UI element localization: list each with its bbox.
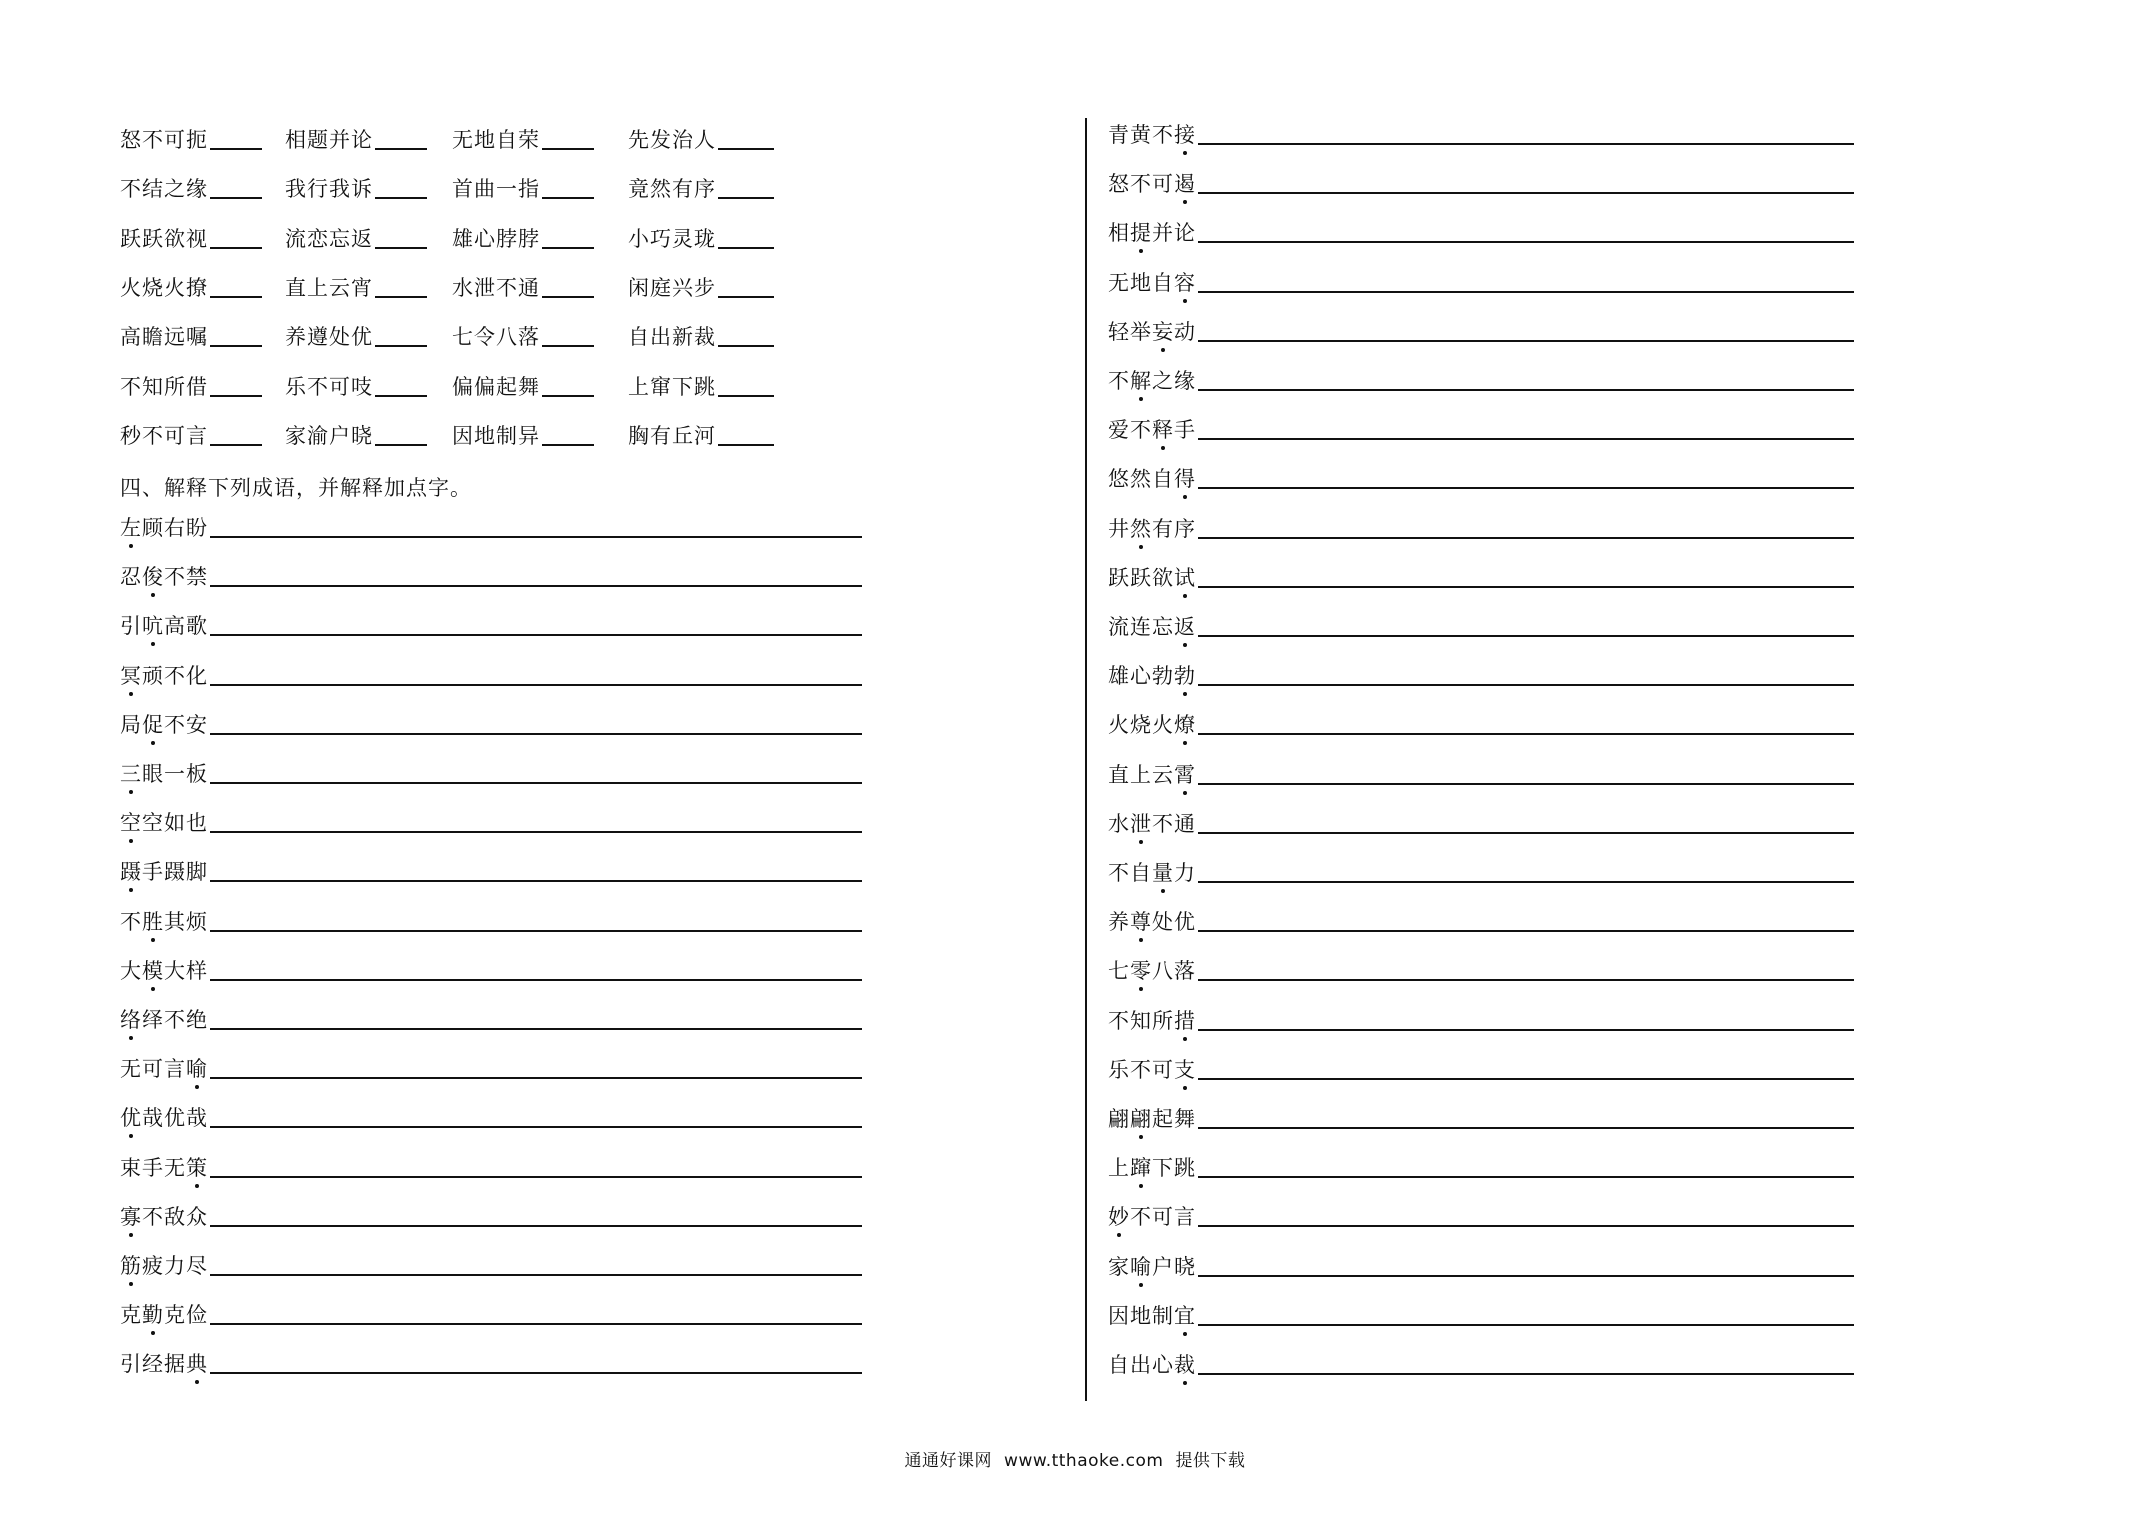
answer-line[interactable]: [1198, 783, 1854, 785]
fill-item-text: 高瞻远嘱: [120, 325, 208, 350]
emphasis-dot-icon: [1161, 348, 1165, 352]
fill-blank[interactable]: [718, 395, 774, 397]
emphasis-dot-icon: [1161, 889, 1165, 893]
idiom-label: 不知所措: [1108, 1011, 1196, 1032]
idiom-label: 忍俊不禁: [120, 567, 208, 588]
fill-blank[interactable]: [718, 197, 774, 199]
idiom-label: 不解之缘: [1108, 371, 1196, 392]
fill-item-text: 闲庭兴步: [628, 275, 716, 300]
emphasis-dot-icon: [1139, 987, 1143, 991]
answer-line[interactable]: [210, 831, 862, 833]
fill-item-text: 上窜下跳: [628, 374, 716, 399]
emphasis-dot-icon: [1183, 1086, 1187, 1090]
answer-line[interactable]: [210, 536, 862, 538]
left-idiom-row: [120, 712, 862, 737]
fill-item: [120, 374, 262, 399]
answer-line[interactable]: [210, 1225, 862, 1227]
emphasis-dot-icon: [151, 987, 155, 991]
emphasis-dot-icon: [195, 1085, 199, 1089]
answer-line[interactable]: [210, 880, 862, 882]
emphasis-dot-icon: [151, 741, 155, 745]
fill-item: [285, 226, 427, 251]
emphasis-dot-icon: [129, 888, 133, 892]
right-idiom-row: [1108, 715, 1854, 736]
answer-line[interactable]: [1198, 881, 1854, 883]
emphasis-dot-icon: [1139, 1135, 1143, 1139]
emphasis-dot-icon: [1161, 446, 1165, 450]
fill-item: [452, 423, 594, 448]
idiom-label: 翩翩起舞: [1108, 1109, 1196, 1130]
idiom-label: 络绎不绝: [120, 1010, 208, 1031]
emphasis-dot-icon: [1183, 200, 1187, 204]
fill-item-text: 乐不可吱: [285, 374, 373, 399]
fill-blank[interactable]: [210, 444, 262, 446]
left-idiom-row: [120, 518, 862, 539]
answer-line[interactable]: [1198, 389, 1854, 391]
fill-item-text: 竟然有序: [628, 177, 716, 202]
idiom-label: 不胜其烦: [120, 912, 208, 933]
fill-blank[interactable]: [542, 444, 594, 446]
answer-line[interactable]: [210, 1028, 862, 1030]
idiom-label: 蹑手蹑脚: [120, 862, 208, 883]
fill-blank[interactable]: [542, 296, 594, 298]
fill-blank[interactable]: [542, 247, 594, 249]
section-heading: 四、解释下列成语，并解释加点字。: [120, 476, 472, 500]
footer-site-name: 通通好课网: [904, 1451, 993, 1471]
right-idiom-row: [1108, 420, 1854, 441]
answer-line[interactable]: [1198, 979, 1854, 981]
idiom-label: 流连忘返: [1108, 617, 1196, 638]
fill-item: [628, 179, 774, 200]
idiom-label: 七零八落: [1108, 961, 1196, 982]
fill-item: [452, 130, 594, 151]
idiom-label: 克勤克俭: [120, 1305, 208, 1326]
fill-item-text: 跃跃欲视: [120, 226, 208, 251]
column-divider: [1085, 118, 1087, 1401]
answer-line[interactable]: [1198, 1176, 1854, 1178]
emphasis-dot-icon: [1139, 1283, 1143, 1287]
emphasis-dot-icon: [151, 642, 155, 646]
idiom-label: 局促不安: [120, 715, 208, 736]
emphasis-dot-icon: [1183, 741, 1187, 745]
fill-blank[interactable]: [718, 148, 774, 150]
emphasis-dot-icon: [195, 1184, 199, 1188]
fill-item-text: 水泄不通: [452, 275, 540, 300]
answer-line[interactable]: [1198, 1078, 1854, 1080]
answer-line[interactable]: [210, 585, 862, 587]
emphasis-dot-icon: [1183, 1332, 1187, 1336]
fill-blank[interactable]: [718, 444, 774, 446]
right-idiom-row: [1108, 1303, 1854, 1328]
fill-blank[interactable]: [542, 197, 594, 199]
fill-item: [452, 374, 594, 399]
idiom-label: 寡不敌众: [120, 1207, 208, 1228]
answer-line[interactable]: [1198, 340, 1854, 342]
fill-item-text: 无地自荣: [452, 128, 540, 152]
emphasis-dot-icon: [129, 1282, 133, 1286]
fill-item-text: 先发治人: [628, 128, 716, 152]
fill-item-text: 不结之缘: [120, 177, 208, 202]
emphasis-dot-icon: [129, 1233, 133, 1237]
fill-item: [285, 374, 427, 399]
idiom-label: 优哉优哉: [120, 1108, 208, 1129]
left-idiom-row: [120, 1204, 862, 1229]
emphasis-dot-icon: [129, 1134, 133, 1138]
idiom-label: 雄心勃勃: [1108, 666, 1196, 687]
idiom-label: 引经据典: [120, 1354, 208, 1375]
emphasis-dot-icon: [1183, 495, 1187, 499]
answer-line[interactable]: [210, 1077, 862, 1079]
answer-line[interactable]: [1198, 241, 1854, 243]
left-idiom-row: [120, 1256, 862, 1277]
idiom-label: 因地制宜: [1108, 1306, 1196, 1327]
fill-item-text: 相题并论: [285, 128, 373, 152]
left-idiom-row: [120, 764, 862, 785]
emphasis-dot-icon: [129, 692, 133, 696]
right-idiom-row: [1108, 270, 1854, 295]
right-idiom-row: [1108, 1158, 1854, 1179]
emphasis-dot-icon: [1183, 1381, 1187, 1385]
right-idiom-row: [1108, 912, 1854, 933]
answer-line[interactable]: [210, 1323, 862, 1325]
page-footer: [0, 1446, 2150, 1471]
idiom-label: 轻举妄动: [1108, 322, 1196, 343]
fill-item: [628, 275, 774, 300]
right-idiom-row: [1108, 762, 1854, 787]
answer-line[interactable]: [1198, 1275, 1854, 1277]
left-idiom-row: [120, 813, 862, 834]
emphasis-dot-icon: [1139, 397, 1143, 401]
emphasis-dot-icon: [1183, 594, 1187, 598]
answer-line[interactable]: [210, 1126, 862, 1128]
left-idiom-row: [120, 616, 862, 637]
right-idiom-row: [1108, 565, 1854, 590]
emphasis-dot-icon: [1183, 299, 1187, 303]
emphasis-dot-icon: [1139, 545, 1143, 549]
emphasis-dot-icon: [1183, 643, 1187, 647]
fill-blank[interactable]: [375, 444, 427, 446]
fill-blank[interactable]: [718, 296, 774, 298]
right-idiom-row: [1108, 617, 1854, 638]
fill-item: [452, 327, 594, 348]
fill-blank[interactable]: [375, 345, 427, 347]
answer-line[interactable]: [1198, 930, 1854, 932]
idiom-label: 筋疲力尽: [120, 1256, 208, 1277]
answer-line[interactable]: [1198, 832, 1854, 834]
idiom-label: 井然有序: [1108, 519, 1196, 540]
emphasis-dot-icon: [1183, 791, 1187, 795]
fill-item-text: 雄心脖脖: [452, 226, 540, 251]
fill-blank[interactable]: [542, 345, 594, 347]
emphasis-dot-icon: [151, 1331, 155, 1335]
fill-blank[interactable]: [542, 395, 594, 397]
fill-item: [285, 130, 427, 151]
emphasis-dot-icon: [129, 1036, 133, 1040]
fill-item-text: 不知所借: [120, 374, 208, 399]
fill-item: [285, 179, 427, 200]
answer-line[interactable]: [1198, 1225, 1854, 1227]
idiom-label: 家喻户晓: [1108, 1257, 1196, 1278]
fill-blank[interactable]: [375, 247, 427, 249]
idiom-label: 爱不释手: [1108, 420, 1196, 441]
right-idiom-row: [1108, 125, 1854, 146]
answer-line[interactable]: [210, 733, 862, 735]
fill-blank[interactable]: [210, 197, 262, 199]
right-idiom-row: [1108, 174, 1854, 195]
fill-item: [628, 374, 774, 399]
left-idiom-row: [120, 663, 862, 688]
fill-item: [628, 130, 774, 151]
left-idiom-row: [120, 958, 862, 983]
left-idiom-row: [120, 1010, 862, 1031]
fill-item-text: 养遵处优: [285, 325, 373, 350]
emphasis-dot-icon: [1183, 1037, 1187, 1041]
idiom-label: 冥顽不化: [120, 666, 208, 687]
fill-blank[interactable]: [375, 395, 427, 397]
left-idiom-row: [120, 1155, 862, 1180]
right-idiom-row: [1108, 371, 1854, 392]
right-idiom-row: [1108, 666, 1854, 687]
fill-item: [120, 130, 262, 151]
emphasis-dot-icon: [1139, 1184, 1143, 1188]
fill-item-text: 首曲一指: [452, 177, 540, 202]
fill-blank[interactable]: [210, 395, 262, 397]
fill-item-text: 七令八落: [452, 325, 540, 350]
answer-line[interactable]: [210, 1372, 862, 1374]
fill-item-text: 直上云宵: [285, 275, 373, 300]
footer-url: www.tthaoke.com: [1004, 1451, 1164, 1471]
emphasis-dot-icon: [129, 839, 133, 843]
fill-item: [120, 423, 262, 448]
right-idiom-row: [1108, 1355, 1854, 1376]
fill-blank[interactable]: [375, 197, 427, 199]
right-idiom-row: [1108, 1207, 1854, 1228]
right-idiom-row: [1108, 1109, 1854, 1130]
fill-blank[interactable]: [210, 247, 262, 249]
fill-item-text: 流恋忘返: [285, 226, 373, 251]
answer-line[interactable]: [1198, 487, 1854, 489]
right-idiom-row: [1108, 863, 1854, 884]
emphasis-dot-icon: [129, 544, 133, 548]
right-idiom-row: [1108, 961, 1854, 982]
idiom-label: 怒不可遏: [1108, 174, 1196, 195]
emphasis-dot-icon: [1139, 840, 1143, 844]
left-idiom-row: [120, 567, 862, 588]
idiom-label: 水泄不通: [1108, 814, 1196, 835]
fill-item: [628, 423, 774, 448]
fill-item-text: 胸有丘河: [628, 423, 716, 448]
fill-item-text: 怒不可扼: [120, 128, 208, 152]
answer-line[interactable]: [1198, 1127, 1854, 1129]
idiom-label: 直上云霄: [1108, 765, 1196, 786]
right-idiom-row: [1108, 469, 1854, 490]
fill-item: [452, 275, 594, 300]
footer-suffix: 提供下载: [1175, 1451, 1246, 1471]
left-idiom-row: [120, 1059, 862, 1080]
fill-item-text: 因地制异: [452, 423, 540, 448]
emphasis-dot-icon: [1183, 151, 1187, 155]
emphasis-dot-icon: [129, 790, 133, 794]
fill-item: [452, 179, 594, 200]
right-idiom-row: [1108, 223, 1854, 244]
answer-line[interactable]: [210, 782, 862, 784]
idiom-label: 三眼一板: [120, 764, 208, 785]
idiom-label: 青黄不接: [1108, 125, 1196, 146]
emphasis-dot-icon: [1139, 249, 1143, 253]
emphasis-dot-icon: [151, 938, 155, 942]
right-idiom-row: [1108, 516, 1854, 541]
left-idiom-row: [120, 1354, 862, 1375]
left-idiom-row: [120, 862, 862, 883]
idiom-label: 自出心裁: [1108, 1355, 1196, 1376]
fill-item: [120, 275, 262, 300]
right-idiom-row: [1108, 1254, 1854, 1279]
fill-blank[interactable]: [210, 345, 262, 347]
idiom-label: 空空如也: [120, 813, 208, 834]
fill-blank[interactable]: [718, 345, 774, 347]
fill-item: [120, 226, 262, 251]
fill-item: [120, 179, 262, 200]
fill-item-text: 家渝户晓: [285, 423, 373, 448]
answer-line[interactable]: [210, 979, 862, 981]
fill-item-text: 我行我诉: [285, 177, 373, 202]
fill-blank[interactable]: [375, 296, 427, 298]
right-idiom-row: [1108, 319, 1854, 344]
answer-line[interactable]: [1198, 291, 1854, 293]
fill-blank[interactable]: [210, 148, 262, 150]
answer-line[interactable]: [210, 634, 862, 636]
idiom-label: 大模大样: [120, 961, 208, 982]
fill-item: [628, 327, 774, 348]
right-idiom-row: [1108, 1057, 1854, 1082]
idiom-label: 束手无策: [120, 1158, 208, 1179]
fill-blank[interactable]: [718, 247, 774, 249]
left-idiom-row: [120, 909, 862, 934]
answer-line[interactable]: [210, 1176, 862, 1178]
answer-line[interactable]: [210, 684, 862, 686]
fill-item-text: 小巧灵珑: [628, 226, 716, 251]
fill-item: [628, 226, 774, 251]
right-idiom-row: [1108, 811, 1854, 836]
answer-line[interactable]: [210, 1274, 862, 1276]
idiom-label: 火烧火燎: [1108, 715, 1196, 736]
idiom-label: 妙不可言: [1108, 1207, 1196, 1228]
fill-blank[interactable]: [375, 148, 427, 150]
idiom-label: 引吭高歌: [120, 616, 208, 637]
answer-line[interactable]: [1198, 192, 1854, 194]
idiom-label: 上蹿下跳: [1108, 1158, 1196, 1179]
idiom-label: 左顾右盼: [120, 518, 208, 539]
idiom-label: 乐不可支: [1108, 1060, 1196, 1081]
emphasis-dot-icon: [151, 593, 155, 597]
idiom-label: 跃跃欲试: [1108, 568, 1196, 589]
answer-line[interactable]: [1198, 1029, 1854, 1031]
fill-item: [285, 327, 427, 348]
answer-line[interactable]: [1198, 684, 1854, 686]
fill-item: [285, 275, 427, 300]
answer-line[interactable]: [1198, 438, 1854, 440]
emphasis-dot-icon: [195, 1380, 199, 1384]
right-idiom-row: [1108, 1008, 1854, 1033]
idiom-label: 养尊处优: [1108, 912, 1196, 933]
fill-item-text: 偏偏起舞: [452, 374, 540, 399]
left-idiom-row: [120, 1108, 862, 1129]
answer-line[interactable]: [210, 930, 862, 932]
emphasis-dot-icon: [1117, 1233, 1121, 1237]
fill-item: [120, 327, 262, 348]
fill-item: [285, 423, 427, 448]
answer-line[interactable]: [1198, 1324, 1854, 1326]
idiom-label: 相提并论: [1108, 223, 1196, 244]
fill-item-text: 秒不可言: [120, 423, 208, 448]
idiom-label: 悠然自得: [1108, 469, 1196, 490]
answer-line[interactable]: [1198, 143, 1854, 145]
emphasis-dot-icon: [1183, 692, 1187, 696]
left-idiom-row: [120, 1305, 862, 1326]
fill-blank[interactable]: [210, 296, 262, 298]
fill-item-text: 自出新裁: [628, 325, 716, 350]
idiom-label: 无可言喻: [120, 1059, 208, 1080]
idiom-label: 无地自容: [1108, 273, 1196, 294]
answer-line[interactable]: [1198, 586, 1854, 588]
answer-line[interactable]: [1198, 1373, 1854, 1375]
answer-line[interactable]: [1198, 733, 1854, 735]
fill-blank[interactable]: [542, 148, 594, 150]
answer-line[interactable]: [1198, 635, 1854, 637]
fill-item-text: 火烧火撩: [120, 275, 208, 300]
idiom-label: 不自量力: [1108, 863, 1196, 884]
answer-line[interactable]: [1198, 537, 1854, 539]
emphasis-dot-icon: [1139, 938, 1143, 942]
fill-item: [452, 226, 594, 251]
